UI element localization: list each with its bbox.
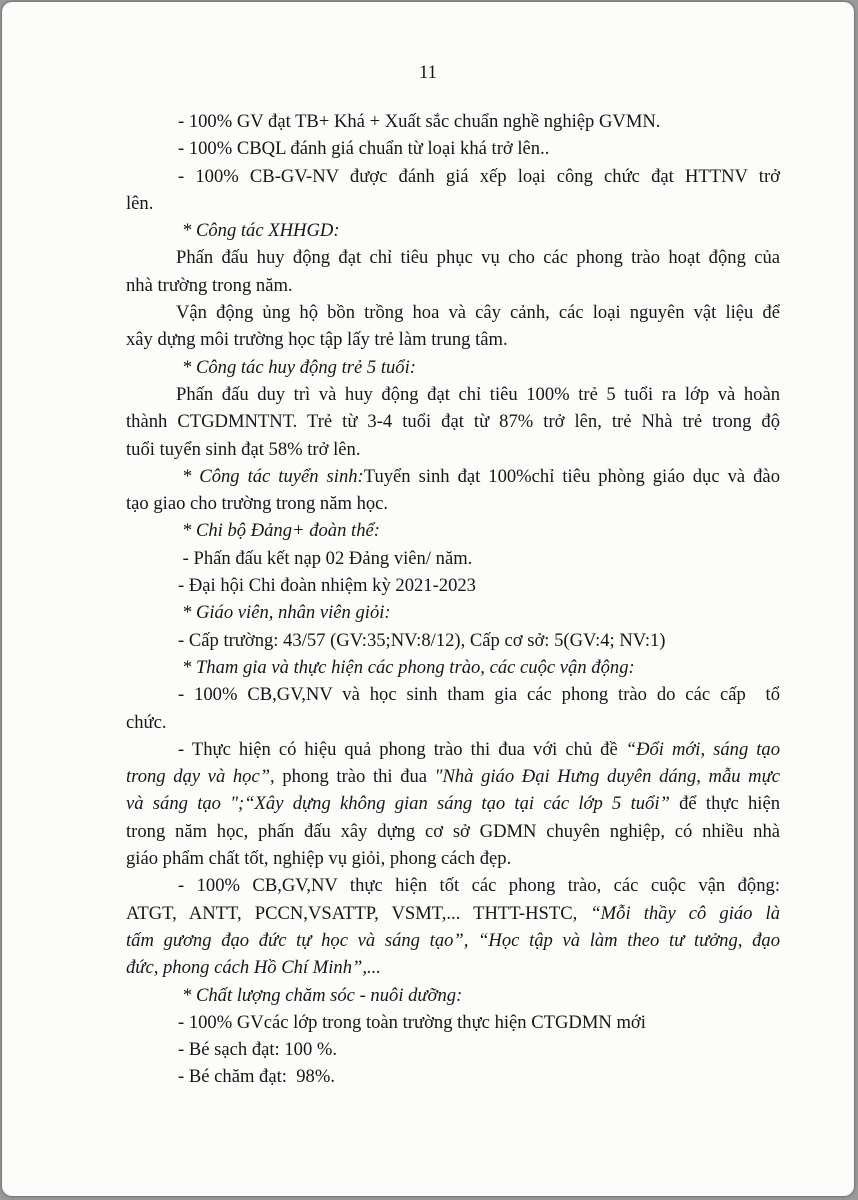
text-line: Phấn đấu duy trì và huy động đạt chỉ tiêu 100% trẻ 5 tuổi ra lớp và hoàn — [176, 383, 780, 405]
section-heading: * Tham gia và thực hiện các phong trào, các cuộc vận động: — [182, 656, 635, 678]
text-span: , phong trào thi đua — [270, 766, 435, 788]
document-page — [2, 2, 854, 1196]
italic-quote: và sáng tạo "; — [126, 793, 245, 815]
section-heading: * Công tác XHHGD: — [182, 220, 340, 242]
page-number: 11 — [419, 62, 437, 83]
text-span: ATGT, ANTT, PCCN,VSATTP, VSMT,... THTT-HSTC, — [126, 902, 591, 924]
text-line: - Đại hội Chi đoàn nhiệm kỳ 2021-2023 — [178, 575, 476, 597]
text-line: xây dựng môi trường học tập lấy trẻ làm trung tâm. — [126, 329, 508, 351]
text-line: - 100% CBQL đánh giá chuẩn từ loại khá trở lên.. — [178, 138, 550, 160]
text-line: - 100% CB,GV,NV thực hiện tốt các phong trào, các cuộc vận động: — [178, 875, 780, 897]
text-line: Vận động ủng hộ bồn trồng hoa và cây cảnh, các loại nguyên vật liệu để — [176, 302, 780, 324]
text-line — [126, 736, 780, 763]
text-line: trong năm học, phấn đấu xây dựng cơ sở GDMN chuyên nghiệp, có nhiều nhà — [126, 820, 780, 842]
section-heading: * Công tác tuyển sinh: — [182, 465, 364, 487]
text-line: - 100% CB,GV,NV và học sinh tham gia các phong trào do các cấp tổ — [178, 684, 780, 706]
text-line — [126, 463, 780, 490]
text-line: tạo giao cho trường trong năm học. — [126, 493, 389, 515]
italic-quote: tấm gương đạo đức tự học và sáng tạo”, “Học tập và làm theo tư tưởng, đạo — [126, 929, 780, 951]
document-body — [126, 108, 780, 1091]
text-line: - Phấn đấu kết nạp 02 Đảng viên/ năm. — [178, 547, 473, 569]
italic-quote: trong dạy và học” — [126, 766, 271, 788]
italic-quote: “Xây dựng không gian sáng tạo tại các lớp 5 tuổi” — [244, 793, 670, 815]
text-line: - 100% GVcác lớp trong toàn trường thực hiện CTGDMN mới — [178, 1011, 646, 1033]
text-line: lên. — [126, 192, 154, 214]
text-line — [126, 900, 780, 927]
text-line: nhà trường trong năm. — [126, 274, 293, 296]
text-line: Phấn đấu huy động đạt chỉ tiêu phục vụ cho các phong trào hoạt động của — [176, 247, 780, 269]
section-heading: * Giáo viên, nhân viên giỏi: — [182, 602, 391, 624]
italic-quote: "Nhà giáo Đại Hưng duyên dáng, mẫu mực — [434, 766, 780, 788]
section-heading: * Công tác huy động trẻ 5 tuổi: — [182, 356, 416, 378]
italic-quote: “Đổi mới, sáng tạo — [625, 738, 780, 760]
text-line: - 100% GV đạt TB+ Khá + Xuất sắc chuẩn nghề nghiệp GVMN. — [178, 111, 661, 132]
text-line — [126, 790, 780, 817]
text-span: để thực hiện — [669, 793, 780, 815]
text-line: - Bé chăm đạt: 98%. — [178, 1066, 335, 1088]
text-line: tuổi tuyển sinh đạt 58% trở lên. — [126, 438, 361, 460]
italic-quote: đức, phong cách Hồ Chí Minh”,... — [126, 957, 381, 979]
text-line: giáo phẩm chất tốt, nghiệp vụ giỏi, phong cách đẹp. — [126, 848, 512, 870]
section-heading: * Chi bộ Đảng+ đoàn thể: — [182, 520, 380, 542]
text-line: chức. — [126, 711, 167, 733]
text-line: - Cấp trường: 43/57 (GV:35;NV:8/12), Cấp cơ sở: 5(GV:4; NV:1) — [178, 629, 666, 651]
text-line: - Bé sạch đạt: 100 %. — [178, 1039, 338, 1061]
text-line: thành CTGDMNTNT. Trẻ từ 3-4 tuổi đạt từ 87% trở lên, trẻ Nhà trẻ trong độ — [126, 411, 780, 433]
italic-quote: “Mỗi thầy cô giáo là — [590, 902, 780, 924]
section-heading: * Chất lượng chăm sóc - nuôi dưỡng: — [182, 984, 463, 1006]
text-span: Tuyển sinh đạt 100%chỉ tiêu phòng giáo dục và đào — [363, 465, 780, 487]
text-span: - Thực hiện có hiệu quả phong trào thi đua với chủ đề — [178, 738, 626, 760]
text-line — [126, 763, 780, 790]
text-line: - 100% CB-GV-NV được đánh giá xếp loại công chức đạt HTTNV trở — [178, 165, 780, 187]
